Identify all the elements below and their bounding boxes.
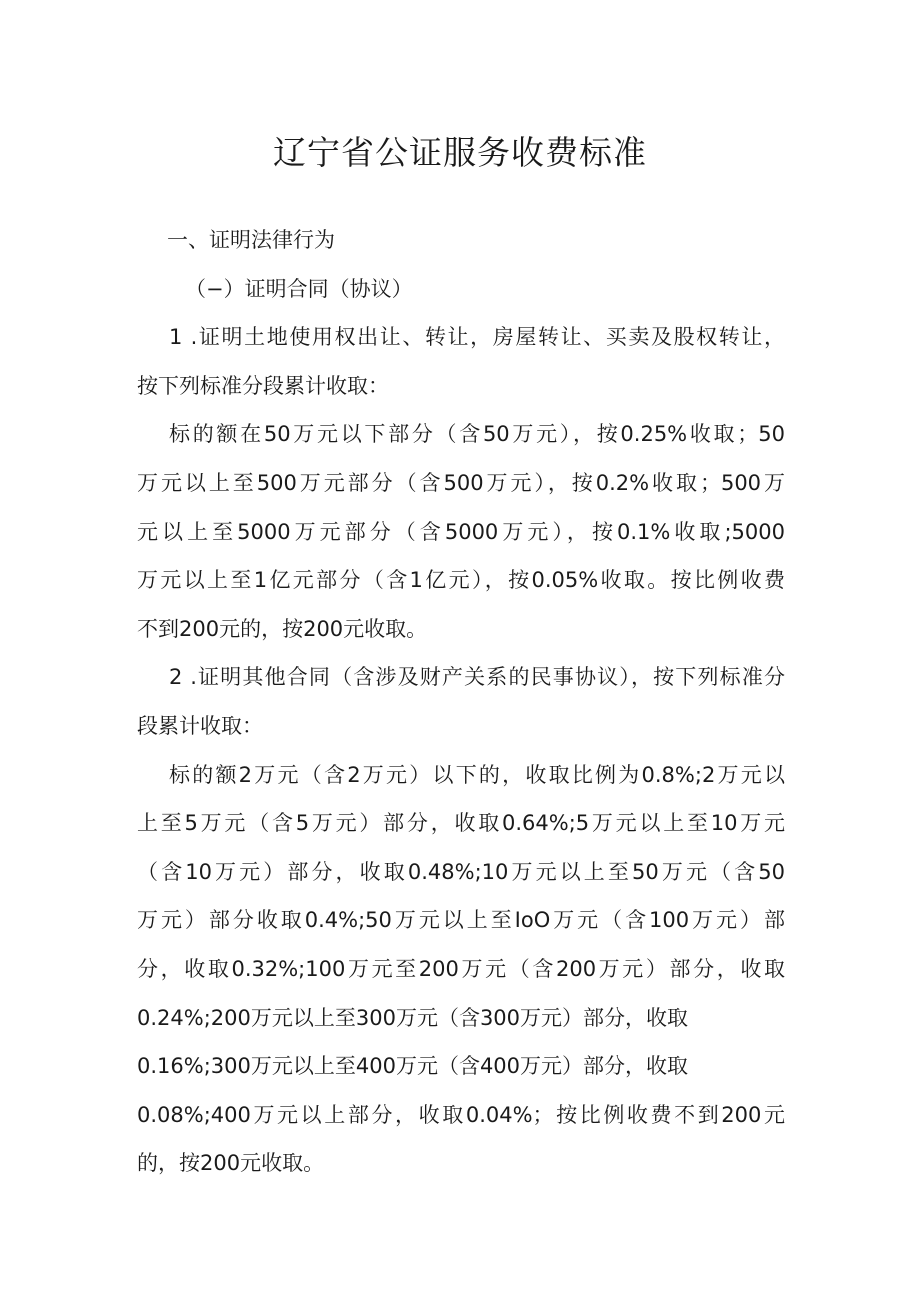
paragraph-line: 万元）部分收取0.4%;50万元以上至IoO万元（含100万元）部 bbox=[137, 908, 785, 933]
paragraph-line: 2 .证明其他合同（含涉及财产关系的民事协议），按下列标准分 bbox=[169, 665, 785, 690]
paragraph-line: 元以上至5000万元部分（含5000万元），按0.1%收取;5000 bbox=[137, 519, 785, 544]
paragraph-line: 0.16%;300万元以上至400万元（含400万元）部分，收取 bbox=[137, 1054, 689, 1079]
paragraph-line: 0.24%;200万元以上至300万元（含300万元）部分，收取 bbox=[137, 1005, 689, 1030]
section-heading: 一、证明法律行为 bbox=[167, 228, 335, 252]
paragraph-line: 段累计收取： bbox=[137, 713, 263, 738]
paragraph-line: 不到200元的，按200元收取。 bbox=[137, 616, 428, 641]
document-title: 辽宁省公证服务收费标准 bbox=[273, 133, 647, 172]
paragraph-line: 分，收取0.32%;100万元至200万元（含200万元）部分，收取 bbox=[137, 956, 785, 981]
paragraph-line: 标的额2万元（含2万元）以下的，收取比例为0.8%;2万元以 bbox=[169, 762, 785, 787]
paragraph-line: 的，按200元收取。 bbox=[137, 1151, 325, 1176]
paragraph-line: 万元以上至1亿元部分（含1亿元），按0.05%收取。按比例收费 bbox=[137, 568, 785, 593]
paragraph-line: 0.08%;400万元以上部分，收取0.04%；按比例收费不到200元 bbox=[137, 1102, 785, 1127]
document-body bbox=[137, 216, 785, 1188]
paragraph-line: 上至5万元（含5万元）部分，收取0.64%;5万元以上至10万元 bbox=[137, 811, 785, 836]
paragraph-line: 万元以上至500万元部分（含500万元），按0.2%收取；500万 bbox=[137, 470, 785, 495]
paragraph-line: 1 .证明土地使用权出让、转让，房屋转让、买卖及股权转让， bbox=[169, 325, 785, 350]
subsection-heading: （−）证明合同（协议） bbox=[185, 276, 413, 301]
paragraph-line: （含10万元）部分，收取0.48%;10万元以上至50万元（含50 bbox=[137, 859, 785, 884]
paragraph-line: 按下列标准分段累计收取： bbox=[137, 373, 389, 398]
paragraph-line: 标的额在50万元以下部分（含50万元），按0.25%收取；50 bbox=[169, 422, 785, 447]
